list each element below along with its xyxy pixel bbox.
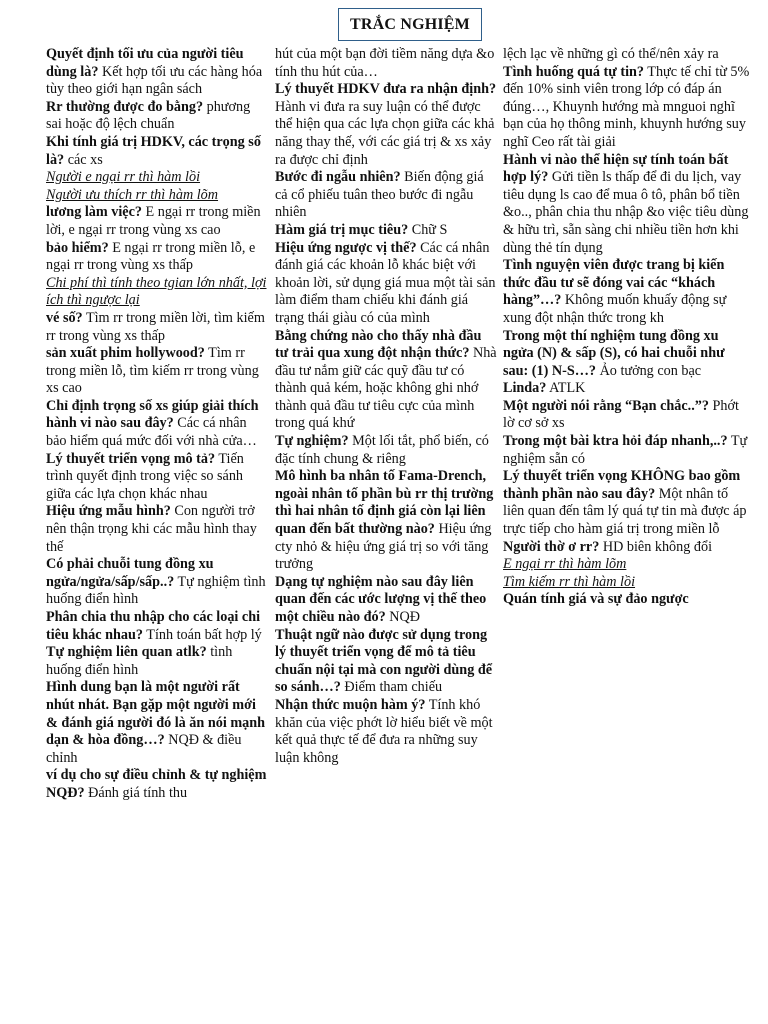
qa-entry bbox=[275, 328, 497, 434]
answer-text: Điểm tham chiếu bbox=[340, 679, 443, 696]
question-text: Thuật ngữ nào được sử dụng trong lý thuyết triển vọng để mô tả tiêu chuẩn nội tại mà con người dùng để so sánh…? bbox=[275, 626, 493, 696]
question-text: Linda? bbox=[503, 380, 547, 397]
answer-text: Tự nghiệm sẵn có bbox=[503, 433, 748, 467]
qa-entry bbox=[275, 574, 497, 627]
answer-text: Một nhân tố liên quan đến tâm lý quá tự tin mà được áp trực tiếp cho hàm giá trị trong miền lỗ bbox=[503, 485, 747, 538]
qa-entry bbox=[275, 468, 497, 574]
qa-entry bbox=[503, 433, 751, 468]
question-text: Tình nguyện viên được trang bị kiến thức đầu tư sẽ đóng vai các “khách hàng”…? bbox=[503, 257, 725, 309]
answer-text: Tự nghiệm tình huống điển hình bbox=[46, 573, 266, 608]
qa-entry bbox=[275, 240, 497, 328]
qa-entry bbox=[503, 328, 751, 381]
question-text: Bước đi ngẫu nhiên? bbox=[275, 169, 401, 186]
answer-text: Con người trở nên thận trọng khi các mẫu hình thay thế bbox=[46, 503, 257, 555]
answer-text: NQĐ & điều chỉnh bbox=[46, 732, 242, 766]
question-text: lương làm việc? bbox=[46, 204, 142, 221]
qa-entry bbox=[46, 767, 268, 802]
question-text: Một người nói rằng “Bạn chắc..”? bbox=[503, 397, 709, 414]
answer-text: Một lối tắt, phổ biến, có đặc tính chung & riêng bbox=[275, 433, 489, 467]
note-line: Người ưu thích rr thì hàm lõm bbox=[46, 186, 219, 203]
answer-text: Nhà đầu tư nắm giữ các quỹ đầu tư có thành quả kém, hoặc không ghi nhớ thành quả đầu tư tiêu cực của mình trong quá khứ bbox=[275, 345, 497, 432]
answer-text: Không muốn khuấy động sự xung đột nhận thức trong kh bbox=[503, 292, 727, 326]
question-text: Dạng tự nghiệm nào sau đây liên quan đến các ước lượng vị thế theo một chiều nào đó? bbox=[275, 573, 487, 625]
qa-entry bbox=[503, 152, 751, 258]
answer-text: HD biên không đổi bbox=[599, 538, 713, 555]
answer-text: E ngại rr trong miền lỗ, e ngại rr trong vùng xs thấp bbox=[46, 239, 256, 274]
question-text: Quyết định tối ưu của người tiêu dùng là? bbox=[46, 46, 244, 80]
qa-entry bbox=[46, 398, 268, 451]
question-text: Trong một thí nghiệm tung đồng xu ngửa (N) & sấp (S), có hai chuỗi như sau: (1) N-S…? bbox=[503, 327, 725, 379]
question-text: Hiệu ứng mẫu hình? bbox=[46, 503, 171, 520]
qa-entry bbox=[275, 81, 497, 169]
qa-entry bbox=[503, 257, 751, 327]
question-text: bảo hiểm? bbox=[46, 239, 109, 256]
question-text: Nhận thức muộn hàm ý? bbox=[275, 696, 426, 713]
column-3 bbox=[503, 46, 751, 609]
question-text: Bằng chứng nào cho thấy nhà đầu tư trải qua xung đột nhận thức? bbox=[275, 327, 482, 362]
answer-text: Hành vi đưa ra suy luận có thể được thể hiện qua các lựa chọn giữa các khả năng thay thế, với các giá trị & xs xảy ra được chỉ định bbox=[275, 98, 495, 168]
qa-entry bbox=[275, 627, 497, 697]
qa-entry bbox=[275, 697, 497, 767]
question-text: Phân chia thu nhập cho các loại chi tiêu khác nhau? bbox=[46, 609, 261, 643]
qa-entry bbox=[275, 169, 497, 222]
qa-entry bbox=[46, 134, 268, 169]
question-text: Tự nghiệm liên quan atlk? bbox=[46, 644, 207, 661]
qa-entry bbox=[46, 451, 268, 504]
qa-entry bbox=[46, 644, 268, 679]
answer-text: các xs bbox=[64, 151, 103, 168]
question-text: Người thờ ơ rr? bbox=[503, 538, 600, 555]
answer-text: Phớt lờ cơ sở xs bbox=[503, 397, 739, 432]
question-text: Trong một bài ktra hỏi đáp nhanh,..? bbox=[503, 433, 728, 450]
answer-text: Gửi tiền ls thấp để đi du lịch, vay tiêu dụng ls cao để mua ô tô, phân bổ tiền &o.., phân chia thu nhập &o việc tiêu dùng & hữu trì, sẵn sàng chi nhiều tiền hơn khi dùng thẻ tín dụng bbox=[503, 169, 749, 256]
answer-text: hút của một bạn đời tiềm năng dựa &o tính thu hút của… bbox=[275, 46, 495, 80]
question-text: Tình huống quá tự tin? bbox=[503, 63, 644, 80]
answer-text: Ảo tưởng con bạc bbox=[596, 362, 702, 379]
qa-entry bbox=[46, 345, 268, 398]
question-text: Hình dung bạn là một người rất nhút nhát. Bạn gặp một người mới & đánh giá người đó là ăn nói mạnh dạn & hòa đồng…? bbox=[46, 679, 266, 749]
qa-entry bbox=[46, 204, 268, 239]
question-text: Chỉ định trọng số xs giúp giải thích hành vi nào sau đây? bbox=[46, 397, 259, 432]
answer-text: Tiến trình quyết định trong việc so sánh giữa các lựa chọn khác nhau bbox=[46, 450, 244, 502]
qa-entry bbox=[46, 609, 268, 644]
question-text: Có phải chuỗi tung đồng xu ngửa/ngửa/sấp/sấp..? bbox=[46, 556, 214, 590]
question-text: Quán tính giá và sự đảo ngược bbox=[503, 591, 689, 608]
answer-text: Tìm rr trong miền lời, tìm kiếm rr trong vùng xs thấp bbox=[46, 309, 265, 344]
column-1 bbox=[46, 46, 268, 803]
answer-text: Đánh giá tính thu bbox=[84, 784, 188, 801]
column-2 bbox=[275, 46, 497, 767]
question-text: Lý thuyết triển vọng mô tả? bbox=[46, 450, 216, 467]
question-text: Rr thường được đo bằng? bbox=[46, 98, 204, 115]
answer-text: Thực tế chỉ từ 5% đến 10% sinh viên trong lớp có đáp án đúng…, Khuynh hướng mà mnguoi nghĩ bạn của họ thông minh, khuynh hướng suy nghĩ Ceo rất tài giải bbox=[503, 63, 750, 150]
answer-text: Tính khó khăn của việc phớt lờ hiểu biết về một kết quả thực tế để đưa ra những suy luận không bbox=[275, 696, 493, 766]
note-line: Người e ngại rr thì hàm lồi bbox=[46, 169, 201, 186]
qa-entry bbox=[275, 46, 497, 81]
answer-text: phương sai hoặc độ lệch chuẩn bbox=[46, 98, 251, 133]
answer-text: Tính toán bất hợp lý bbox=[142, 626, 262, 643]
qa-entry bbox=[503, 539, 751, 557]
answer-text: E ngại rr trong miền lời, e ngại rr trong vùng xs cao bbox=[46, 204, 261, 238]
question-text: Hàm giá trị mục tiêu? bbox=[275, 221, 409, 238]
question-text: Khi tính giá trị HDKV, các trọng số là? bbox=[46, 133, 261, 168]
answer-text: ATLK bbox=[546, 380, 586, 397]
qa-entry bbox=[46, 99, 268, 134]
qa-entry bbox=[503, 46, 751, 64]
answer-text: NQĐ bbox=[385, 609, 421, 625]
answer-text: Hiệu ứng cty nhỏ & hiệu ứng giá trị so với tăng trưởng bbox=[275, 521, 492, 573]
qa-entry bbox=[503, 380, 751, 398]
qa-entry bbox=[46, 46, 268, 99]
note-line: Chi phí thì tính theo tgian lớn nhất, lợi ích thì ngược lại bbox=[46, 274, 267, 309]
answer-text: Tìm rr trong miền lỗ, tìm kiếm rr trong vùng xs cao bbox=[46, 345, 259, 397]
answer-text: Các cá nhân đánh giá các khoản lỗ khác biệt với khoản lời, sử dụng giá mua một tài sản làm điểm tham chiếu khi đánh giá trạng thái giàu có của mình bbox=[275, 239, 496, 326]
question-text: sản xuất phim hollywood? bbox=[46, 345, 205, 362]
question-text: ví dụ cho sự điều chỉnh & tự nghiệm NQĐ? bbox=[46, 767, 267, 801]
qa-entry bbox=[503, 468, 751, 538]
qa-entry bbox=[275, 433, 497, 468]
qa-entry bbox=[46, 240, 268, 275]
note-line: Tìm kiếm rr thì hàm lồi bbox=[503, 573, 636, 590]
qa-entry bbox=[46, 310, 268, 345]
question-text: vé số? bbox=[46, 309, 83, 326]
question-text: Mô hình ba nhân tố Fama-Drench, ngoài nhân tố phần bù rr thị trường thì hai nhân tố định giá còn lại liên quan đến bất thường nào? bbox=[275, 468, 494, 538]
answer-text: Kết hợp tối ưu các hàng hóa tùy theo giới hạn ngân sách bbox=[46, 63, 263, 98]
qa-entry bbox=[46, 679, 268, 767]
answer-text: Chữ S bbox=[408, 221, 448, 238]
question-text: Hành vi nào thể hiện sự tính toán bất hợp lý? bbox=[503, 151, 729, 186]
answer-text: Biến động giá cả cổ phiếu tuân theo bước đi ngẫu nhiên bbox=[275, 169, 484, 221]
question-text: Lý thuyết triển vọng KHÔNG bao gồm thành phần nào sau đây? bbox=[503, 468, 741, 502]
question-text: Hiệu ứng ngược vị thế? bbox=[275, 239, 417, 256]
question-text: Lý thuyết HDKV đưa ra nhận định? bbox=[275, 81, 497, 98]
qa-entry bbox=[503, 591, 751, 609]
qa-entry bbox=[503, 398, 751, 433]
page-title: TRẮC NGHIỆM bbox=[338, 8, 482, 41]
answer-text: Các cá nhân bảo hiểm quá mức đối với nhà cửa… bbox=[46, 415, 257, 450]
note-line: E ngại rr thì hàm lõm bbox=[503, 556, 627, 573]
qa-entry bbox=[275, 222, 497, 240]
answer-text: lệch lạc về những gì có thể/nên xảy ra bbox=[503, 46, 719, 62]
qa-entry bbox=[46, 503, 268, 556]
answer-text: tình huống điển hình bbox=[46, 644, 233, 678]
qa-entry bbox=[503, 64, 751, 152]
qa-entry bbox=[46, 556, 268, 609]
question-text: Tự nghiệm? bbox=[275, 433, 349, 450]
